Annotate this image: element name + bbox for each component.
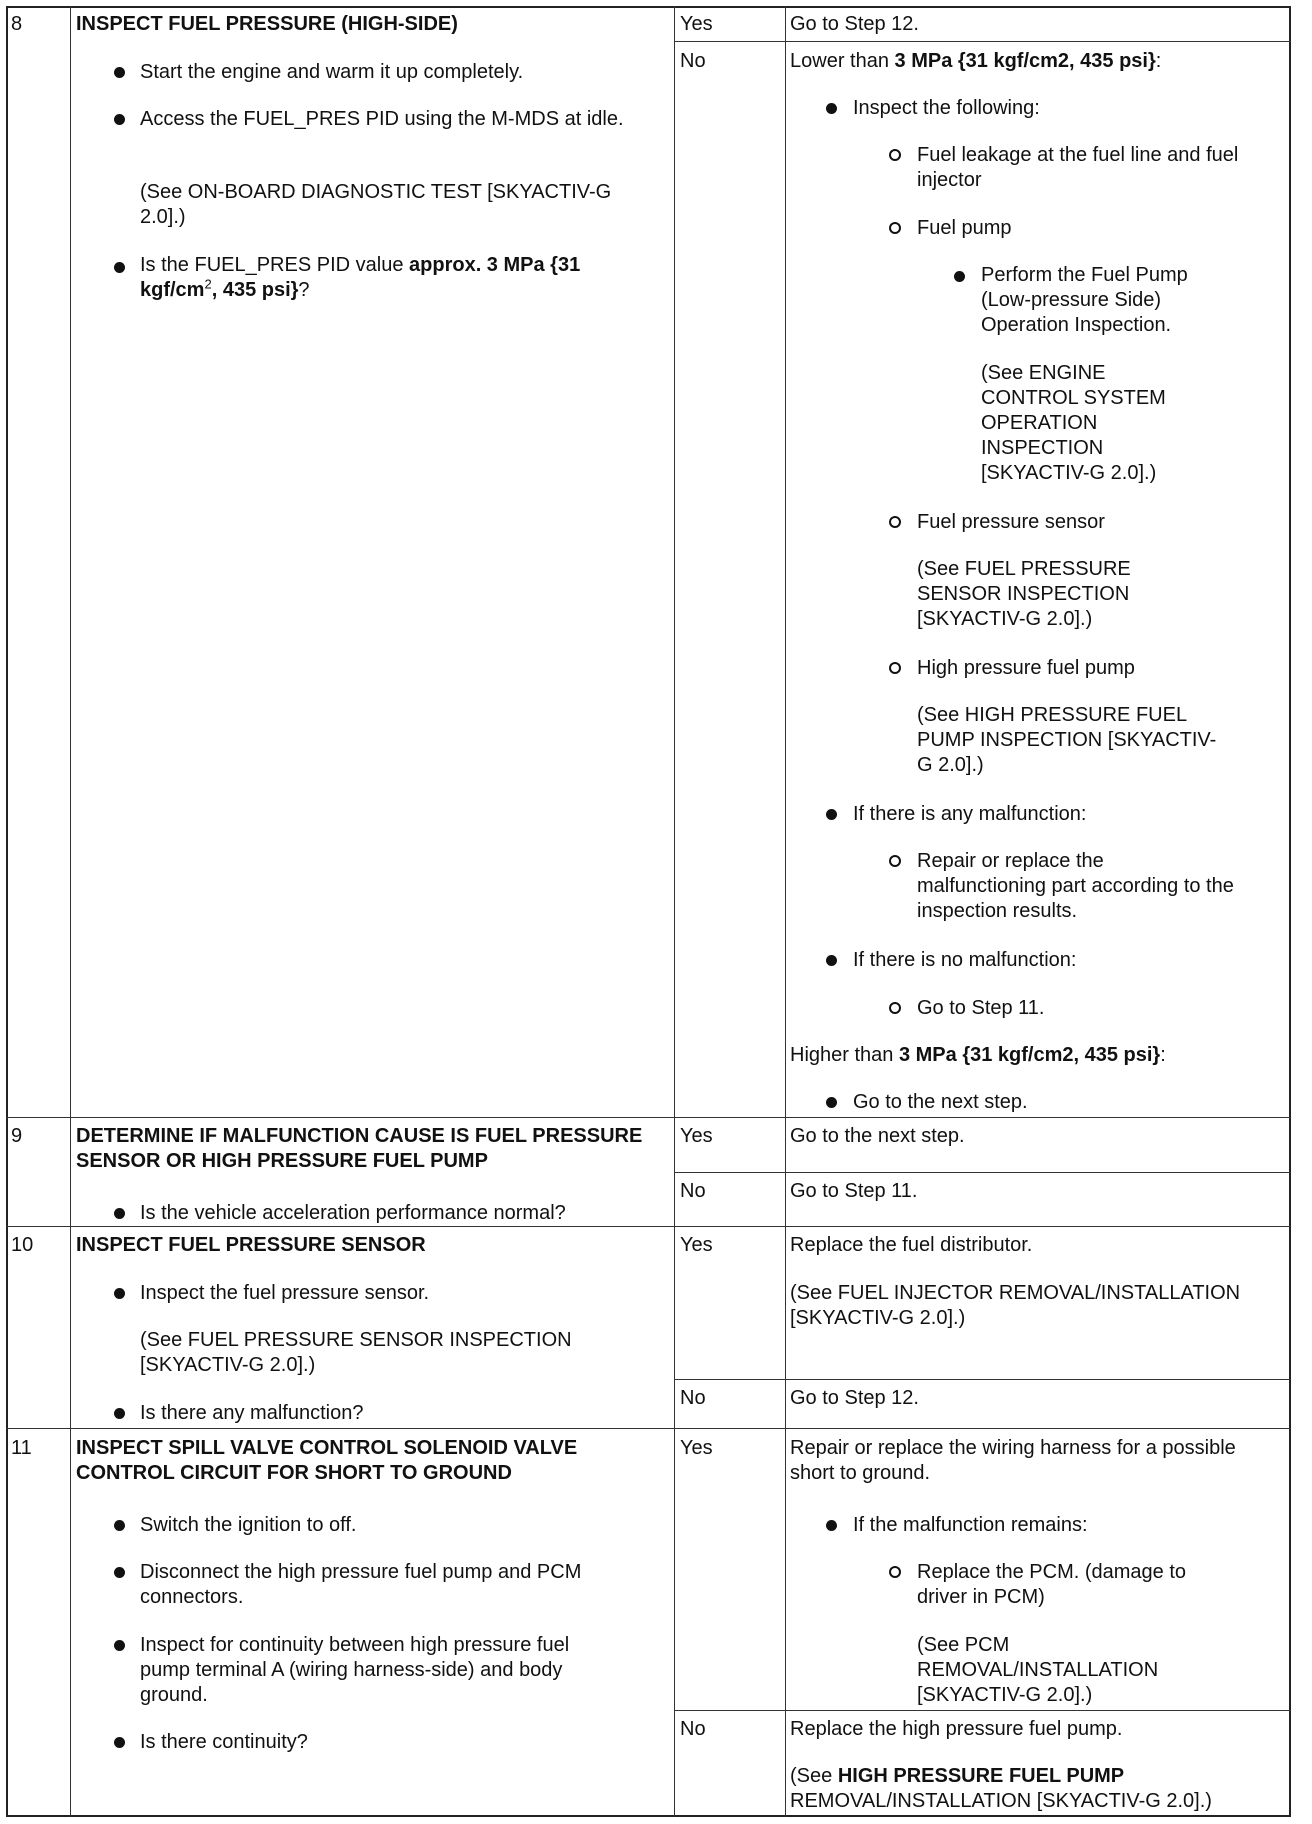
step-title: INSPECT FUEL PRESSURE SENSOR (76, 1234, 426, 1256)
sub-bullet (889, 1002, 901, 1014)
bullet (114, 1520, 125, 1531)
no-instruction: Inspect the following: (853, 97, 1040, 119)
bullet (826, 809, 837, 820)
yes-label: Yes (680, 1125, 713, 1147)
row-divider (6, 1428, 1291, 1429)
yes-replace: Replace the PCM. (damage to driver in PCM) (917, 1561, 1187, 1608)
yes-result: Go to Step 12. (790, 13, 919, 35)
no-reference (790, 1764, 1285, 1814)
inspect-item: Fuel leakage at the fuel line and fuel injector (917, 144, 1239, 191)
step-question: Is the vehicle acceleration performance normal? (140, 1202, 566, 1224)
condition-prefix: Lower than (790, 50, 895, 72)
yes-instruction: If the malfunction remains: (853, 1514, 1088, 1536)
lower-than-condition (790, 49, 1161, 74)
bullet (826, 103, 837, 114)
inspect-reference: (See ENGINE CONTROL SYSTEM OPERATION INSPECTION [SKYACTIV-G 2.0].) (981, 362, 1166, 484)
condition-suffix: : (1155, 50, 1162, 72)
no-result: Replace the high pressure fuel pump. (790, 1718, 1123, 1740)
yes-label: Yes (680, 1437, 713, 1459)
go-to-step: Go to Step 11. (917, 997, 1045, 1019)
sub-bullet (889, 855, 901, 867)
step-question: Is there continuity? (140, 1731, 308, 1753)
bullet (826, 955, 837, 966)
no-result: Go to Step 12. (790, 1387, 919, 1409)
step-question: Is there any malfunction? (140, 1402, 364, 1424)
inspect-item: High pressure fuel pump (917, 657, 1135, 679)
bullet (114, 114, 125, 125)
question-value: approx. 3 MPa {31 kgf/cm (140, 254, 581, 301)
yes-result: Repair or replace the wiring harness for a possible short to ground. (790, 1437, 1236, 1484)
inspect-action: Perform the Fuel Pump (Low-pressure Side) Operation Inspection. (981, 264, 1188, 336)
no-result: Go to Step 11. (790, 1180, 918, 1202)
inspect-item: Fuel pressure sensor (917, 511, 1105, 533)
reference-bold: HIGH PRESSURE FUEL PUMP (837, 1765, 1125, 1787)
go-to-step: Go to the next step. (853, 1091, 1028, 1113)
yes-label: Yes (680, 1234, 713, 1256)
condition-prefix: Higher than (790, 1044, 899, 1066)
no-label: No (680, 50, 706, 72)
col-divider-step (70, 6, 71, 1817)
bullet (114, 1208, 125, 1219)
sub-bullet (889, 149, 901, 161)
col-divider-result (785, 6, 786, 1817)
bullet (114, 1408, 125, 1419)
no-instruction: If there is any malfunction: (853, 803, 1087, 825)
yes-label: Yes (680, 13, 713, 35)
step-action: Switch the ignition to off. (140, 1514, 357, 1536)
inspect-item: Fuel pump (917, 217, 1012, 239)
no-label: No (680, 1718, 706, 1740)
row-divider (6, 1226, 1291, 1227)
bullet (826, 1520, 837, 1531)
inspect-reference: (See HIGH PRESSURE FUEL PUMP INSPECTION [SKYACTIV-G 2.0].) (917, 704, 1217, 776)
sub-bullet (889, 1566, 901, 1578)
bullet (114, 1567, 125, 1578)
step-action: Access the FUEL_PRES PID using the M-MDS at idle. (140, 108, 624, 130)
step-title: INSPECT SPILL VALVE CONTROL SOLENOID VALVE CONTROL CIRCUIT FOR SHORT TO GROUND (76, 1437, 578, 1484)
higher-than-condition (790, 1043, 1166, 1068)
yes-reference: (See PCM REMOVAL/INSTALLATION [SKYACTIV-G 2.0].) (917, 1634, 1159, 1706)
step-action: Inspect for continuity between high pressure fuel pump terminal A (wiring harness-side) and body ground. (140, 1634, 570, 1706)
no-instruction: If there is no malfunction: (853, 949, 1077, 971)
inspect-reference: (See FUEL PRESSURE SENSOR INSPECTION [SKYACTIV-G 2.0].) (917, 558, 1131, 630)
col-divider-inspection (674, 6, 675, 1817)
sub-bullet (889, 516, 901, 528)
condition-suffix: : (1160, 1044, 1166, 1066)
row-divider (674, 1710, 1291, 1711)
reference-rest: REMOVAL/INSTALLATION [SKYACTIV-G 2.0].) (790, 1790, 1212, 1812)
no-label: No (680, 1180, 706, 1202)
condition-value: 3 MPa {31 kgf/cm2, 435 psi} (898, 1044, 1161, 1066)
question-suffix: ? (298, 279, 310, 301)
bullet (114, 1288, 125, 1299)
step-number: 11 (11, 1437, 32, 1459)
yes-reference: (See FUEL INJECTOR REMOVAL/INSTALLATION [SKYACTIV-G 2.0].) (790, 1282, 1241, 1329)
no-label: No (680, 1387, 706, 1409)
step-action: Inspect the fuel pressure sensor. (140, 1282, 430, 1304)
bullet (114, 1737, 125, 1748)
yes-result: Go to the next step. (790, 1125, 965, 1147)
condition-value: 3 MPa {31 kgf/cm2, 435 psi} (894, 50, 1156, 72)
bullet (114, 67, 125, 78)
question-superscript: 2 (204, 276, 212, 292)
yes-result: Replace the fuel distributor. (790, 1234, 1033, 1256)
bullet (114, 1640, 125, 1651)
bullet (954, 271, 965, 282)
row-divider (674, 41, 1291, 42)
sub-bullet (889, 662, 901, 674)
step-title: INSPECT FUEL PRESSURE (HIGH-SIDE) (76, 13, 458, 35)
step-number: 10 (11, 1234, 34, 1256)
step-number: 9 (11, 1125, 23, 1147)
bullet (114, 262, 125, 273)
step-reference: (See FUEL PRESSURE SENSOR INSPECTION [SKYACTIV-G 2.0].) (140, 1329, 572, 1376)
sub-bullet (889, 222, 901, 234)
question-value-rest: , 435 psi} (211, 279, 299, 301)
bullet (826, 1097, 837, 1108)
reference-prefix: (See (790, 1765, 838, 1787)
row-divider (674, 1379, 1291, 1380)
step-action: Disconnect the high pressure fuel pump and PCM connectors. (140, 1561, 582, 1608)
step-title: DETERMINE IF MALFUNCTION CAUSE IS FUEL PRESSURE SENSOR OR HIGH PRESSURE FUEL PUMP (76, 1125, 643, 1172)
step-number: 8 (11, 13, 23, 35)
step-action: Start the engine and warm it up completely. (140, 61, 524, 83)
question-text: Is the FUEL_PRES PID value (140, 254, 410, 276)
step-question (140, 253, 655, 303)
row-divider (6, 1117, 1291, 1118)
step-reference: (See ON-BOARD DIAGNOSTIC TEST [SKYACTIV-G 2.0].) (140, 181, 612, 228)
repair-instruction: Repair or replace the malfunctioning part according to the inspection results. (917, 850, 1234, 922)
row-divider (674, 1172, 1291, 1173)
